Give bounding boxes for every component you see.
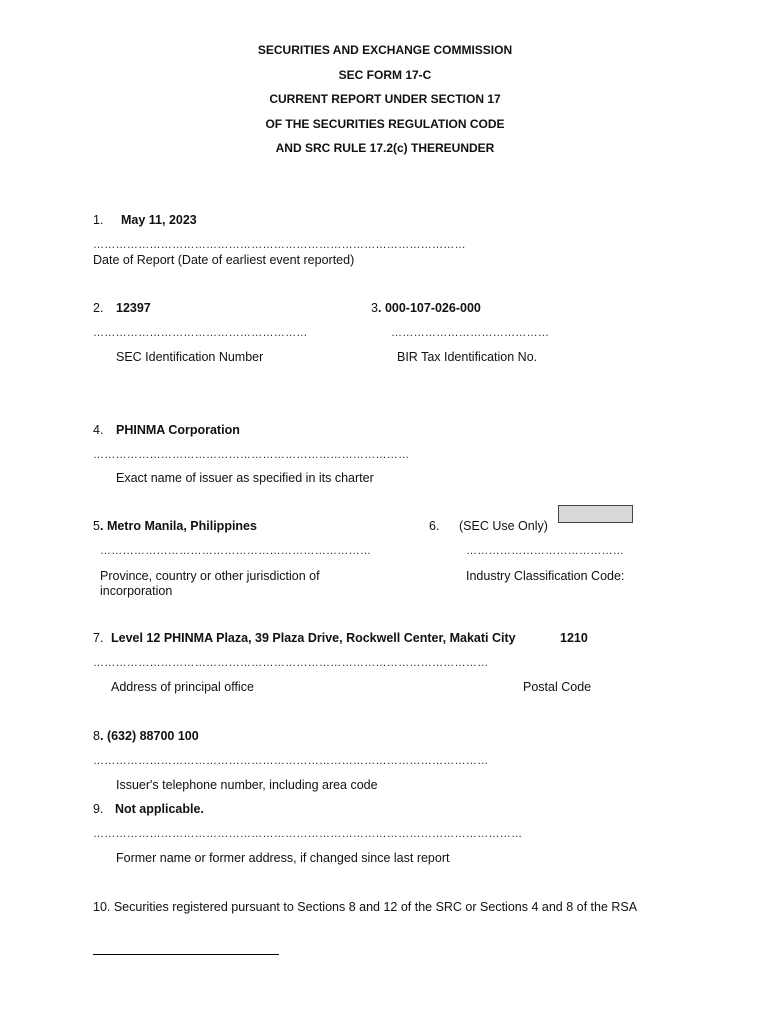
former-name-dots: ……………………………………………………………………………………………………: [93, 828, 523, 840]
bir-tin-label: BIR Tax Identification No.: [397, 350, 538, 364]
bir-tin-dots: ……………………………………: [391, 327, 550, 339]
item7-number: 7.: [93, 631, 104, 645]
issuer-name-value: PHINMA Corporation: [116, 423, 240, 437]
bir-tin-value: . 000-107-026-000: [378, 301, 481, 315]
address-value: Level 12 PHINMA Plaza, 39 Plaza Drive, Rockwell Center, Makati City: [111, 631, 516, 645]
item2-number: 2.: [93, 301, 104, 315]
issuer-name-label: Exact name of issuer as specified in its charter: [116, 471, 374, 485]
jurisdiction-value: . Metro Manila, Philippines: [100, 519, 257, 533]
header-regulation: OF THE SECURITIES REGULATION CODE: [265, 117, 505, 131]
sec-use-only-box: [558, 505, 633, 523]
sec-id-value: 12397: [116, 301, 151, 315]
sec-use-only-label: (SEC Use Only): [459, 519, 548, 533]
item10-securities-registered: 10. Securities registered pursuant to Sections 8 and 12 of the SRC or Sections 4 and 8 of the RSA: [93, 900, 638, 914]
footnote-separator: [93, 954, 279, 955]
jurisdiction-label-line1: Province, country or other jurisdiction of: [100, 569, 320, 583]
industry-code-label: Industry Classification Code:: [466, 569, 625, 583]
former-name-label: Former name or former address, if changed since last report: [116, 851, 450, 865]
item1-number: 1.: [93, 213, 104, 227]
report-date-label: Date of Report (Date of earliest event reported): [93, 253, 355, 267]
jurisdiction-label-line2: incorporation: [100, 584, 173, 598]
header-rule: AND SRC RULE 17.2(c) THEREUNDER: [275, 141, 495, 155]
header-form-name: SEC FORM 17-C: [338, 68, 432, 82]
item6-number: 6.: [429, 519, 440, 533]
telephone-label: Issuer's telephone number, including area code: [116, 778, 378, 792]
header-title: SECURITIES AND EXCHANGE COMMISSION: [257, 43, 513, 57]
industry-code-dots: ……………………………………: [466, 545, 625, 557]
address-label: Address of principal office: [111, 680, 254, 694]
sec-id-dots: …………………………………………………: [93, 327, 308, 339]
item9-number: 9.: [93, 802, 104, 816]
sec-id-label: SEC Identification Number: [116, 350, 264, 364]
report-date-dots: ………………………………………………………………………………………: [93, 239, 466, 251]
telephone-dots: ……………………………………………………………………………………………: [93, 755, 489, 767]
item8-number: 8: [93, 729, 100, 743]
address-dots: ……………………………………………………………………………………………: [93, 657, 489, 669]
item4-number: 4.: [93, 423, 104, 437]
former-name-value: Not applicable.: [115, 802, 204, 816]
issuer-name-dots: …………………………………………………………………………: [93, 449, 410, 461]
item3-number: 3: [371, 301, 378, 315]
jurisdiction-dots: ………………………………………………………………: [100, 545, 372, 557]
item5-number: 5: [93, 519, 100, 533]
report-date-value: May 11, 2023: [121, 213, 197, 227]
header-report-type: CURRENT REPORT UNDER SECTION 17: [269, 92, 501, 106]
postal-code-label: Postal Code: [523, 680, 592, 694]
postal-code-value: 1210: [560, 631, 588, 645]
telephone-value: . (632) 88700 100: [100, 729, 199, 743]
